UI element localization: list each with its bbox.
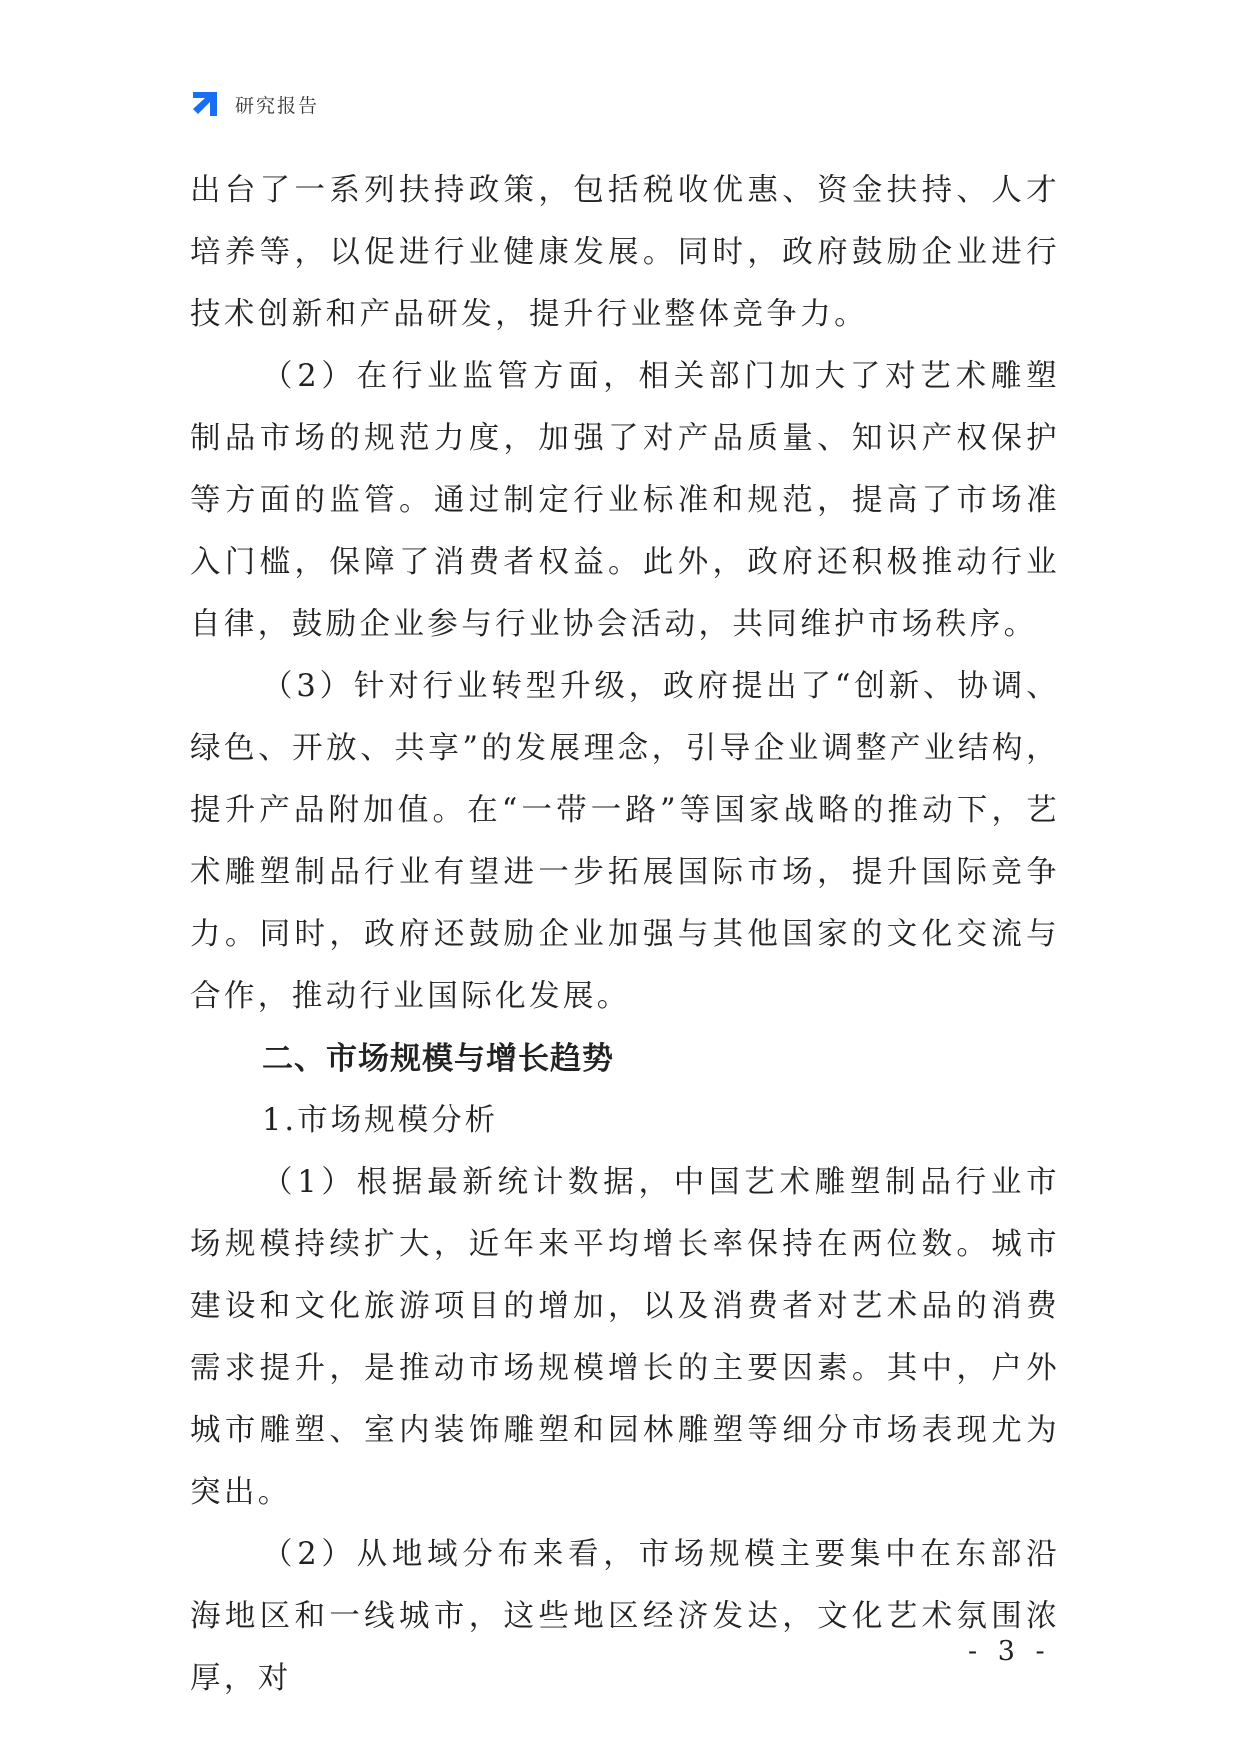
page-header [189, 86, 319, 122]
paragraph: （2）在行业监管方面，相关部门加大了对艺术雕塑制品市场的规范力度，加强了对产品质量、知识产权保护等方面的监管。通过制定行业标准和规范，提高了市场准入门槛，保障了消费者权益。此外，政府还积极推动行业自律，鼓励企业参与行业协会活动，共同维护市场秩序。 [190, 359, 1060, 642]
paragraph: （1）根据最新统计数据，中国艺术雕塑制品行业市场规模持续扩大，近年来平均增长率保持在两位数。城市建设和文化旅游项目的增加，以及消费者对艺术品的消费需求提升，是推动市场规模增长的主要因素。其中，户外城市雕塑、室内装饰雕塑和园林雕塑等细分市场表现尤为突出。 [190, 1165, 1060, 1510]
section-heading: 二、市场规模与增长趋势 [262, 1041, 614, 1077]
arrow-up-right-icon [189, 88, 221, 120]
paragraph: （2）从地域分布来看，市场规模主要集中在东部沿海地区和一线城市，这些地区经济发达，文化艺术氛围浓厚，对 [190, 1537, 1060, 1696]
page-number: - 3 - [968, 1636, 1051, 1667]
paragraph: （3）针对行业转型升级，政府提出了“创新、协调、绿色、开放、共享”的发展理念，引导企业调整产业结构，提升产品附加值。在“一带一路”等国家战略的推动下，艺术雕塑制品行业有望进一步拓展国际市场，提升国际竞争力。同时，政府还鼓励企业加强与其他国家的文化交流与合作，推动行业国际化发展。 [190, 669, 1060, 1014]
document-body [190, 160, 1060, 1710]
paragraph: 出台了一系列扶持政策，包括税收优惠、资金扶持、人才培养等，以促进行业健康发展。同时，政府鼓励企业进行技术创新和产品研发，提升行业整体竞争力。 [190, 173, 1060, 332]
header-title: 研究报告 [235, 94, 320, 117]
subsection-heading: 1.市场规模分析 [262, 1103, 499, 1138]
